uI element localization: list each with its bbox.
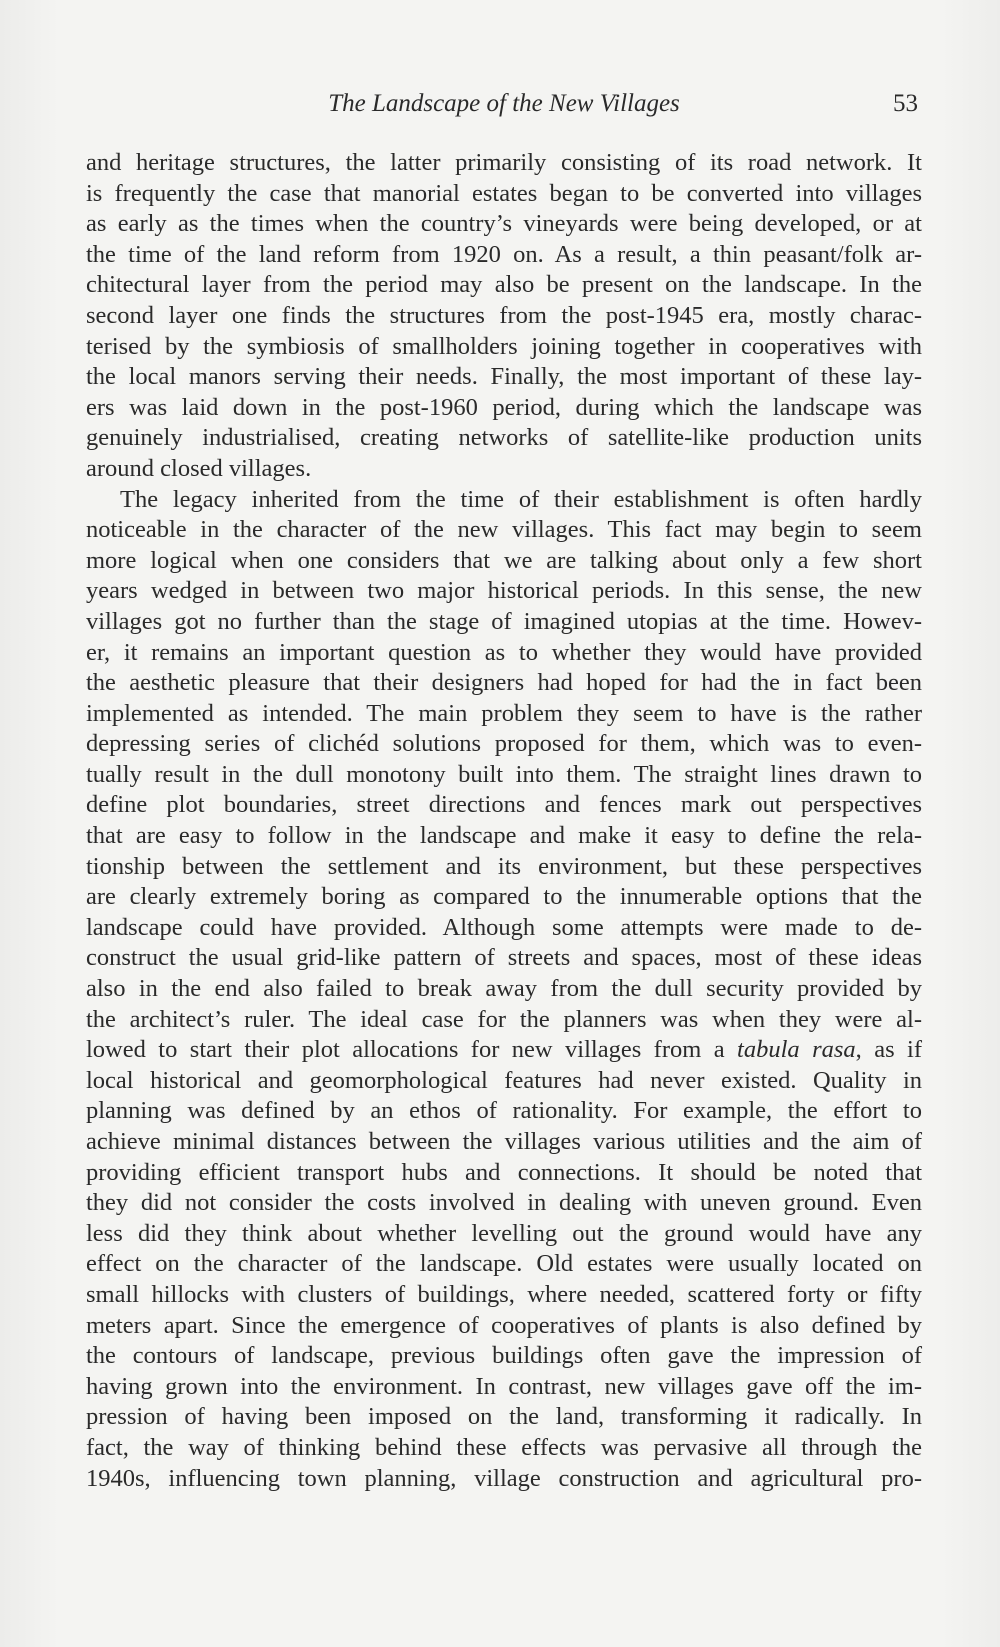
text-line: second layer one finds the structures from the post-1945 era, mostly charac-: [86, 301, 922, 329]
text-line: landscape could have provided. Although some attempts were made to de-: [86, 913, 922, 941]
running-header: [86, 84, 922, 124]
text-line: the contours of landscape, previous buildings often gave the impression of: [86, 1342, 922, 1370]
text-line: villages got no further than the stage of imagined utopias at the time. Howev-: [86, 607, 922, 635]
text-line: achieve minimal distances between the villages various utilities and the aim of: [86, 1128, 922, 1155]
text-line: providing efficient transport hubs and connections. It should be noted that: [86, 1158, 922, 1186]
text-line: tionship between the settlement and its environment, but these perspectives: [86, 852, 922, 880]
text-line: the time of the land reform from 1920 on. As a result, a thin peasant/folk ar-: [86, 240, 922, 268]
text-line: the architect’s ruler. The ideal case for the planners was when they were al-: [86, 1005, 922, 1033]
text-line: depressing series of clichéd solutions proposed for them, which was to even-: [86, 730, 922, 758]
text-line: noticeable in the character of the new villages. This fact may begin to seem: [86, 516, 922, 544]
text-line: also in the end also failed to break away from the dull security provided by: [86, 975, 922, 1003]
text-line-lead: lowed to start their plot allocations for new villages from a: [86, 1036, 738, 1064]
text-line: the aesthetic pleasure that their designers had hoped for had the in fact been: [86, 669, 922, 697]
text-line: pression of having been imposed on the land, transforming it radically. In: [86, 1403, 922, 1431]
text-line: that are easy to follow in the landscape and make it easy to define the rela-: [86, 822, 922, 850]
text-line: implemented as intended. The main problem they seem to have is the rather: [86, 699, 922, 727]
page-number: 53: [893, 90, 918, 117]
text-line: less did they think about whether levelling out the ground would have any: [86, 1219, 922, 1247]
text-line: construct the usual grid-like pattern of streets and spaces, most of these ideas: [86, 944, 922, 972]
text-line: years wedged in between two major historical periods. In this sense, the new: [86, 577, 922, 605]
text-line: er, it remains an important question as to whether they would have provided: [86, 638, 922, 666]
italic-term: tabula rasa: [737, 1036, 856, 1064]
text-line: chitectural layer from the period may also be present on the landscape. In the: [86, 271, 922, 299]
running-title: The Landscape of the New Villages: [328, 90, 680, 117]
text-line: genuinely industrialised, creating networks of satellite-like production units: [86, 424, 922, 452]
text-line: effect on the character of the landscape. Old estates were usually located on: [86, 1250, 922, 1278]
text-line: terised by the symbiosis of smallholders joining together in cooperatives with: [86, 332, 922, 360]
text-line: are clearly extremely boring as compared to the innumerable options that the: [86, 883, 922, 911]
text-line: meters apart. Since the emergence of cooperatives of plants is also defined by: [86, 1311, 922, 1339]
text-line: ers was laid down in the post-1960 period, during which the landscape was: [86, 393, 922, 421]
text-line: as early as the times when the country’s vineyards were being developed, or at: [86, 210, 922, 238]
text-line: tually result in the dull monotony built into them. The straight lines drawn to: [86, 760, 922, 788]
text-line: they did not consider the costs involved in dealing with uneven ground. Even: [86, 1189, 922, 1217]
paragraph-start-line: The legacy inherited from the time of their establishment is often hardly: [120, 485, 922, 513]
text-line: planning was defined by an ethos of rationality. For example, the effort to: [86, 1097, 922, 1125]
text-line: the local manors serving their needs. Finally, the most important of these lay-: [86, 363, 922, 391]
text-line: is frequently the case that manorial estates began to be converted into villages: [86, 179, 922, 207]
text-line-with-italic: [86, 1035, 922, 1066]
text-line-tail: , as if: [855, 1036, 922, 1064]
body-text: [86, 148, 922, 1494]
text-line: local historical and geomorphological features had never existed. Quality in: [86, 1066, 922, 1094]
text-line: having grown into the environment. In contrast, new villages gave off the im-: [86, 1372, 922, 1400]
text-line: small hillocks with clusters of buildings, where needed, scattered forty or fifty: [86, 1280, 922, 1308]
text-line: and heritage structures, the latter primarily consisting of its road network. It: [86, 149, 922, 176]
text-line: define plot boundaries, street directions and fences mark out perspectives: [86, 791, 922, 819]
text-line: more logical when one considers that we are talking about only a few short: [86, 546, 922, 574]
paragraph-end-line: around closed villages.: [86, 454, 312, 482]
text-line: 1940s, influencing town planning, village construction and agricultural pro-: [86, 1464, 922, 1492]
text-line: fact, the way of thinking behind these effects was pervasive all through the: [86, 1433, 922, 1461]
